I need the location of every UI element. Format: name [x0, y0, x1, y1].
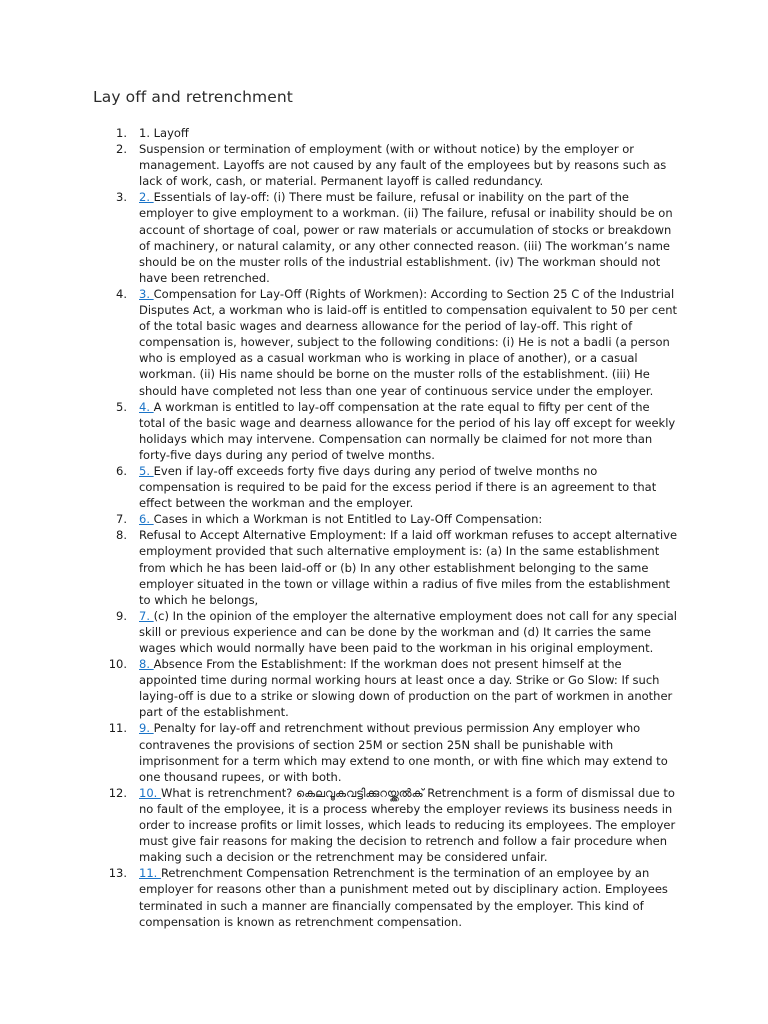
footnote-link[interactable]: 4.: [139, 399, 154, 414]
footnote-link[interactable]: 10.: [139, 785, 161, 800]
list-number: 3.: [116, 190, 127, 205]
list-number: 9.: [116, 608, 127, 623]
list-item-text: 1. Layoff: [139, 126, 189, 140]
footnote-link[interactable]: 2.: [139, 190, 154, 205]
list-number: 8.: [116, 528, 127, 543]
list-number: 13.: [108, 866, 127, 881]
footnote-link[interactable]: 3.: [139, 286, 154, 301]
footnote-link[interactable]: 11.: [139, 866, 161, 881]
list-item-text: Essentials of lay-off: (i) There must be failure, refusal or inability on the part of the employer to give employment to a workman. (ii) The failure, refusal or inability should be on account of shortage of coal, power or raw materials or accumulation of stocks or breakdown of machinery, or natural calamity, or any other connected reason. (iii) The workman’s name should be on the muster rolls of the industrial establishment. (iv) The workman should not have been retrenched.: [139, 190, 673, 285]
numbered-list: [93, 125, 678, 930]
footnote-link[interactable]: 6.: [139, 512, 154, 527]
list-item: [93, 865, 678, 929]
list-item-text: Penalty for lay-off and retrenchment without previous permission Any employer who contravenes the provisions of section 25M or section 25N shall be punishable with imprisonment for a term which may extend to one month, or with fine which may extend to one thousand rupees, or with both.: [139, 721, 668, 784]
list-number: 7.: [116, 512, 127, 527]
document-title: Lay off and retrenchment: [93, 88, 293, 106]
list-number: 1.: [116, 126, 127, 140]
list-item: [93, 511, 678, 527]
footnote-link[interactable]: 8.: [139, 657, 154, 672]
list-item-text: Refusal to Accept Alternative Employment: If a laid off workman refuses to accept alternative employment provided that such alternative employment is: (a) In the same establishment from which he has been laid-off or (b) In any other establishment belonging to the same employer situated in the town or village within a radius of five miles from the establishment to which he belongs,: [139, 528, 678, 607]
list-item-text: Retrenchment Compensation Retrenchment is the termination of an employee by an employer for reasons other than a punishment meted out by disciplinary action. Employees terminated in such a manner are financially compensated by the employer. This kind of compensation is known as retrenchment compensation.: [139, 866, 668, 929]
list-item: [93, 527, 678, 607]
list-item-text: Suspension or termination of employment (with or without notice) by the employer or management. Layoffs are not caused by any fault of the employees but by reasons such as lack of work, cash, or material. Permanent layoff is called redundancy.: [139, 142, 667, 189]
list-item: [93, 399, 678, 463]
list-item-text: A workman is entitled to lay-off compensation at the rate equal to fifty per cent of the total of the basic wage and dearness allowance for the period of his lay off except for weekly holidays which may intervene. Compensation can normally be claimed for not more than forty-five days during any period of twelve months.: [139, 399, 676, 462]
list-item: [93, 720, 678, 784]
list-item-text: Compensation for Lay-Off (Rights of Workmen): According to Section 25 C of the Industrial Disputes Act, a workman who is laid-off is entitled to compensation equivalent to 50 per cent of the total basic wages and dearness allowance for the period of lay-off. This right of compensation is, however, subject to the following conditions: (i) He is not a badli (a person who is employed as a casual workman who is working in place of another), or a casual workman. (ii) His name should be borne on the muster rolls of the establishment. (iii) He should have completed not less than one year of continuous service under the employer.: [139, 286, 678, 398]
list-number: 11.: [108, 721, 127, 736]
list-item: [93, 141, 678, 189]
list-item: [93, 608, 678, 656]
list-number: 10.: [108, 657, 127, 672]
list-item-text: Absence From the Establishment: If the workman does not present himself at the appointed time during normal working hours at least once a day. Strike or Go Slow: If such laying-off is due to a strike or slowing down of production on the part of workmen in another part of the establishment.: [139, 657, 673, 720]
list-item-text: Even if lay-off exceeds forty five days during any period of twelve months no compensation is required to be paid for the excess period if there is an agreement to that effect between the workman and the employer.: [139, 463, 657, 511]
list-item: [93, 286, 678, 399]
list-number: 4.: [116, 286, 127, 301]
footnote-link[interactable]: 7.: [139, 608, 154, 623]
footnote-link[interactable]: 5.: [139, 463, 154, 478]
list-number: 12.: [108, 785, 127, 800]
list-item: [93, 785, 678, 865]
list-item-text: What is retrenchment? കെലവൂകവട്ടിക്കുറയ്ക്കൽക് Retrenchment is a form of dismissal due to no fault of the employee, it is a process whereby the employer reviews its business needs in order to increase profits or limit losses, which leads to reducing its employees. The employer must give fair reasons for making the decision to retrench and follow a fair procedure when making such a decision or the retrenchment may be considered unfair.: [139, 785, 676, 865]
list-item-text: Cases in which a Workman is not Entitled to Lay-Off Compensation:: [153, 512, 543, 527]
list-item: [93, 656, 678, 720]
list-item-text: (c) In the opinion of the employer the alternative employment does not call for any special skill or previous experience and can be done by the workman and (d) It carries the same wages which would normally have been paid to the workman in his original employment.: [139, 608, 677, 655]
list-number: 5.: [116, 399, 127, 414]
list-item: [93, 463, 678, 511]
footnote-link[interactable]: 9.: [139, 721, 154, 736]
list-item: [93, 189, 678, 286]
list-number: 2.: [116, 142, 127, 157]
list-number: 6.: [116, 463, 127, 478]
list-item: [93, 125, 678, 141]
